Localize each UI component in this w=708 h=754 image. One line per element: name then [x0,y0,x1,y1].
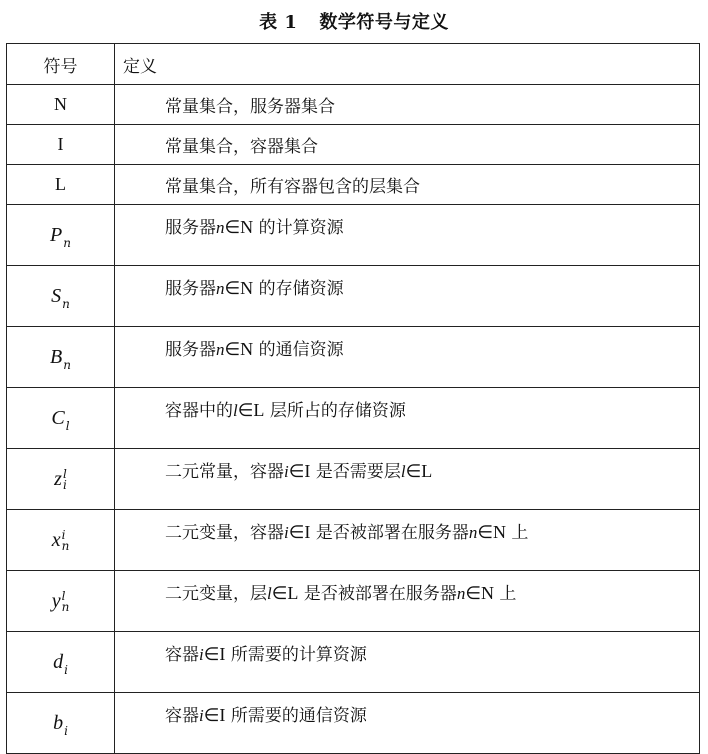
def-set: ∈N [224,217,254,237]
def-set: ∈N [224,278,254,298]
def-text: 二元变量，层 [165,584,267,604]
symbol-cell [7,632,115,693]
definition-cell [115,327,700,388]
def-variable: n [216,279,225,298]
definition-cell [115,693,700,754]
def-set: ∈N [477,522,507,542]
def-set: ∈L [237,400,265,420]
symbol-cell: I [7,125,115,165]
table-caption [0,8,708,34]
symbol-cell [7,449,115,510]
symbol-cell [7,388,115,449]
def-variable: l [267,584,272,603]
symbol-subscript: i [64,662,68,677]
symbol-base: y [51,589,61,612]
definition-cell [115,205,700,266]
definition-cell [115,388,700,449]
def-text: 所需要的通信资源 [225,706,367,726]
definition-cell [115,266,700,327]
symbol-cell: L [7,165,115,205]
table-row [7,571,700,632]
table-row [7,510,700,571]
symbol-cell: N [7,85,115,125]
def-text: 的通信资源 [253,340,344,360]
def-variable: i [284,523,289,542]
symbol-cell [7,205,115,266]
table-row [7,85,700,125]
symbol-cell [7,693,115,754]
table-row [7,327,700,388]
symbol-base: B [50,345,63,368]
def-set: ∈I [203,644,226,664]
def-set: ∈L [405,461,433,481]
symbol-cell [7,510,115,571]
table-row [7,449,700,510]
symbol-subscript: n [63,357,71,372]
def-set: ∈I [288,461,311,481]
symbol-cell [7,571,115,632]
def-text: 服务器 [165,279,216,299]
def-text: 容器 [165,645,199,665]
def-text: 二元常量，容器 [165,462,284,482]
symbol-base: z [54,467,62,490]
definition-cell [115,510,700,571]
def-set: ∈I [288,522,311,542]
def-text: 层所占的存储资源 [264,401,406,421]
def-text: 是否被部署在服务器 [310,523,469,543]
symbol-definition-table [6,43,700,754]
def-text: 容器中的 [165,401,233,421]
symbol-subscript: l [65,418,70,433]
symbol-base: P [50,223,63,246]
symbol-base: d [53,650,64,673]
definition-cell [115,449,700,510]
def-text: 的计算资源 [253,218,344,238]
def-variable: l [400,462,406,481]
symbol-cell [7,266,115,327]
symbol-subscript: n [61,599,70,614]
symbol-subscript: n [63,235,71,250]
table-row [7,165,700,205]
table-row [7,388,700,449]
table-row [7,125,700,165]
def-set: ∈I [203,705,226,725]
table-row [7,693,700,754]
symbol-subscript: n [61,538,70,553]
symbol-cell [7,327,115,388]
symbol-superscript: l [62,466,67,481]
def-set: ∈L [271,583,299,603]
def-variable: n [468,523,478,542]
def-text: 是否被部署在服务器 [298,584,457,604]
def-text: 服务器 [165,218,216,238]
def-text: 上 [494,584,517,604]
symbol-superscript: i [61,527,66,542]
symbol-scripts [61,527,70,553]
def-set: ∈N [224,339,254,359]
def-text: 所需要的计算资源 [225,645,367,665]
symbol-base: S [51,284,62,307]
table-number: 表 1 [259,12,298,33]
symbol-superscript: l [61,588,66,603]
symbol-base: C [51,406,65,429]
table-row [7,632,700,693]
def-set: ∈N [465,583,495,603]
symbol-scripts [61,588,70,614]
def-variable: n [456,584,466,603]
definition-cell: 常量集合，所有容器包含的层集合 [115,165,700,205]
definition-cell: 常量集合，容器集合 [115,125,700,165]
definition-cell [115,632,700,693]
header-row [7,44,700,85]
def-variable: i [199,645,204,664]
def-text: 服务器 [165,340,216,360]
def-text: 容器 [165,706,199,726]
table-title: 数学符号与定义 [319,12,449,33]
symbol-base: b [53,711,64,734]
def-text: 是否需要层 [310,462,401,482]
symbol-base: x [51,528,61,551]
def-variable: l [233,401,238,420]
symbol-subscript: i [64,723,68,738]
def-variable: n [216,218,225,237]
def-text: 二元变量，容器 [165,523,284,543]
def-text: 的存储资源 [253,279,344,299]
def-variable: i [284,462,289,481]
definition-cell: 常量集合，服务器集合 [115,85,700,125]
symbol-subscript: i [62,477,67,492]
symbol-subscript: n [62,296,70,311]
header-definition: 定义 [115,44,700,85]
def-variable: n [216,340,225,359]
def-text: 上 [506,523,529,543]
table-row [7,266,700,327]
definition-cell [115,571,700,632]
header-symbol: 符号 [7,44,115,85]
table-row [7,205,700,266]
symbol-scripts [62,466,67,492]
def-variable: i [199,706,204,725]
